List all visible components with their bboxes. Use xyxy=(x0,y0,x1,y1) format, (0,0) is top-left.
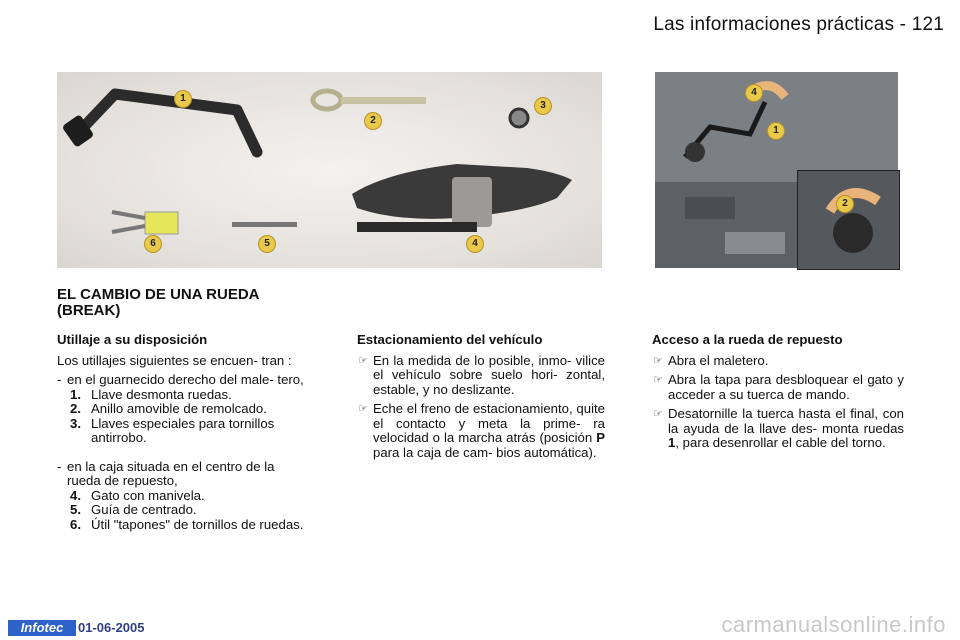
list-item xyxy=(57,518,309,533)
list-item xyxy=(57,417,309,446)
edition-date: 01-06-2005 xyxy=(78,620,145,635)
inset-drawing xyxy=(798,171,899,269)
key-number: 1 xyxy=(668,435,676,450)
item-text: Abra el maletero. xyxy=(668,352,769,368)
tools-drawing xyxy=(57,72,602,268)
list-item xyxy=(57,402,309,417)
tools-group1 xyxy=(57,373,309,388)
list-item xyxy=(652,354,904,369)
section-title-line2: (BREAK) xyxy=(57,302,121,319)
item-text: Abra la tapa para desbloquear el gato y acceder a su tuerca de mando. xyxy=(668,372,904,402)
infotec-logo: Infotec xyxy=(8,620,76,636)
list-item xyxy=(357,354,605,398)
callout-2: 2 xyxy=(364,112,382,130)
section-title-line1: EL CAMBIO DE UNA RUEDA xyxy=(57,286,260,303)
section-title xyxy=(57,287,317,319)
callout-1: 1 xyxy=(174,90,192,108)
callout-3: 3 xyxy=(534,97,552,115)
towing-eye-shape xyxy=(313,91,341,109)
callout-5: 5 xyxy=(258,235,276,253)
item-number: 1. xyxy=(70,386,81,402)
parking-column xyxy=(357,333,605,465)
item-text: Anillo amovible de remolcado. xyxy=(91,401,267,416)
item-text: para la caja de cam- bios automática). xyxy=(373,444,597,460)
tools-group2-text: en la caja situada en el centro de la rueda de repuesto, xyxy=(67,458,275,488)
callout-6: 6 xyxy=(144,235,162,253)
callout-4: 4 xyxy=(466,235,484,253)
item-text: Útil "tapones" de tornillos de ruedas. xyxy=(91,516,304,532)
trunk-inset-detail xyxy=(797,170,900,270)
tools-group2 xyxy=(57,460,309,489)
item-text: Eche el freno de estacionamiento, quite el contacto y meta la prime- ra velocidad o la marcha atrás (posición xyxy=(373,401,605,445)
wheel-brace-shape xyxy=(77,94,257,152)
hand-pointer-icon: ☞ xyxy=(653,354,663,367)
tools-intro: Los utillajes siguientes se encuen- tran : xyxy=(57,352,292,368)
gear-position-p: P xyxy=(596,430,605,445)
item-text: En la medida de lo posible, inmo- vilice el vehículo sobre suelo hori- zontal, estable, y no deslizante. xyxy=(373,352,605,397)
item-text: , para desenrollar el cable del torno. xyxy=(675,435,886,450)
list-item xyxy=(652,407,904,451)
hand-pointer-icon: ☞ xyxy=(653,408,663,420)
inset-callout-2: 2 xyxy=(836,195,854,213)
hand-pointer-icon: ☞ xyxy=(358,354,368,367)
tools-group1-text: en el guarnecido derecho del male- tero, xyxy=(67,372,304,387)
tools-heading: Utillaje a su disposición xyxy=(57,332,208,347)
hubcap-tool-shape xyxy=(145,212,178,234)
item-number: 2. xyxy=(70,401,81,416)
trunk-callout-1: 1 xyxy=(767,122,785,140)
hand-pointer-icon: ☞ xyxy=(653,374,663,386)
antitheft-key-shape xyxy=(510,109,528,127)
list-item xyxy=(57,388,309,403)
item-text: Guía de centrado. xyxy=(91,502,197,517)
item-text: Llaves especiales para tornillos antirrobo. xyxy=(91,415,275,445)
dash-marker: - xyxy=(57,372,62,387)
page-header: Las informaciones prácticas - 121 xyxy=(653,14,944,35)
list-item xyxy=(652,373,904,402)
item-text: Desatornille la tuerca hasta el final, con la ayuda de la llave des- monta ruedas xyxy=(668,406,904,436)
watermark: carmanualsonline.info xyxy=(721,612,946,637)
spare-wheel-column xyxy=(652,333,904,456)
tools-column xyxy=(57,333,309,532)
item-number: 5. xyxy=(70,502,81,517)
centering-guide-shape xyxy=(232,222,297,227)
tools-illustration xyxy=(57,72,602,268)
spare-wheel-heading: Acceso a la rueda de repuesto xyxy=(652,332,843,347)
dash-marker: - xyxy=(57,458,62,474)
item-number: 3. xyxy=(70,415,81,431)
list-item xyxy=(357,402,605,460)
item-number: 6. xyxy=(70,516,81,532)
item-text: Llave desmonta ruedas. xyxy=(91,386,232,402)
item-text: Gato con manivela. xyxy=(91,487,205,503)
trunk-callout-4: 4 xyxy=(745,84,763,102)
list-item xyxy=(57,489,309,504)
parking-heading: Estacionamiento del vehículo xyxy=(357,332,543,347)
list-item xyxy=(57,503,309,518)
item-number: 4. xyxy=(70,487,81,503)
hand-pointer-icon: ☞ xyxy=(358,403,368,415)
